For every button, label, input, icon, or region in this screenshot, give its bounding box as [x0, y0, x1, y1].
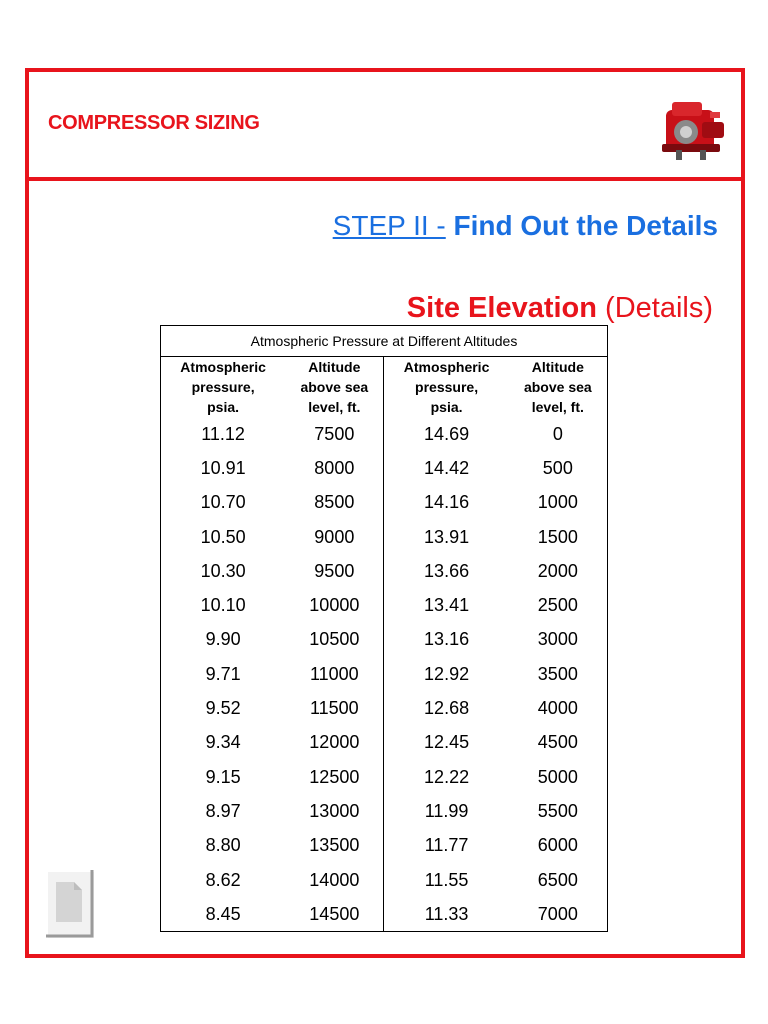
table-row	[161, 760, 608, 794]
table-cell: 9.90	[205, 629, 241, 650]
column-header	[161, 357, 286, 418]
table-row	[161, 451, 608, 485]
column-header-line: Atmospheric	[403, 359, 490, 375]
table-cell: 12000	[309, 732, 360, 753]
table-cell: 8.80	[205, 835, 241, 856]
table-row	[161, 486, 608, 520]
table-cell: 11.99	[384, 794, 509, 828]
table-cell: 13.41	[384, 588, 509, 622]
document-icon[interactable]	[44, 866, 96, 940]
table-cell: 14.69	[384, 417, 509, 451]
column-header-line: above sea	[523, 379, 592, 395]
table-cell: 10000	[309, 595, 360, 616]
step-detail: Find Out the Details	[453, 210, 718, 241]
table-cell: 10.10	[200, 595, 246, 616]
table-cell: 9000	[314, 526, 355, 547]
table-row	[161, 829, 608, 863]
table-cell: 6500	[537, 869, 578, 890]
column-header-line: Altitude	[308, 359, 361, 375]
table-cell: 11.55	[384, 863, 509, 897]
table-header-row	[161, 357, 608, 418]
table-cell: 13.66	[384, 554, 509, 588]
table-cell: 9500	[314, 560, 355, 581]
table-cell: 8000	[314, 457, 355, 478]
table-cell: 10.91	[200, 457, 246, 478]
table-caption: Atmospheric Pressure at Different Altitudes	[161, 326, 608, 357]
column-header-line: level, ft.	[531, 399, 584, 415]
table-cell: 13.16	[384, 623, 509, 657]
step-heading	[333, 210, 718, 242]
table-row	[161, 554, 608, 588]
table-row	[161, 623, 608, 657]
table-cell: 2500	[537, 595, 578, 616]
table-cell: 8.45	[205, 903, 241, 924]
table-cell: 1000	[537, 492, 578, 513]
table-cell: 8500	[314, 492, 355, 513]
step-link[interactable]: STEP II -	[332, 210, 446, 241]
column-header	[285, 357, 384, 418]
table-row	[161, 588, 608, 622]
table-cell: 500	[542, 457, 573, 478]
column-header-line: psia.	[207, 399, 240, 415]
table-cell: 11.33	[384, 897, 509, 932]
table-cell: 5000	[537, 766, 578, 787]
table-cell: 3500	[537, 663, 578, 684]
table-cell: 4500	[537, 732, 578, 753]
table-cell: 9.52	[205, 698, 241, 719]
column-header-line: psia.	[430, 399, 463, 415]
column-header	[509, 357, 608, 418]
table-cell: 9.15	[205, 766, 241, 787]
table-cell: 14500	[309, 903, 360, 924]
table-row	[161, 897, 608, 932]
table-cell: 11000	[309, 663, 359, 684]
section-heading	[407, 292, 713, 325]
table-cell: 12500	[309, 766, 360, 787]
column-header-line: Altitude	[531, 359, 584, 375]
compressor-logo-icon	[656, 92, 732, 164]
table-cell: 13.91	[384, 520, 509, 554]
table-cell: 3000	[537, 629, 578, 650]
table-cell: 10.50	[200, 526, 246, 547]
table-row	[161, 657, 608, 691]
table-cell: 10.30	[200, 560, 246, 581]
table-cell: 14000	[309, 869, 360, 890]
column-header-line: pressure,	[191, 379, 255, 395]
column-header-line: level, ft.	[308, 399, 361, 415]
column-header-line: above sea	[300, 379, 369, 395]
table-row	[161, 726, 608, 760]
table-row	[161, 417, 608, 451]
table-cell: 11500	[309, 698, 359, 719]
table-cell: 0	[552, 423, 563, 444]
table-cell: 7500	[314, 423, 355, 444]
pressure-altitude-table	[160, 325, 608, 932]
table-cell: 10.70	[200, 492, 246, 513]
table-cell: 4000	[537, 698, 578, 719]
table-cell: 5500	[537, 800, 578, 821]
table-cell: 12.92	[384, 657, 509, 691]
table-cell: 13500	[309, 835, 360, 856]
table-cell: 10500	[309, 629, 360, 650]
column-header	[384, 357, 509, 418]
page-title: COMPRESSOR SIZING	[48, 112, 260, 134]
column-header-line: pressure,	[415, 379, 479, 395]
table-cell: 8.97	[205, 800, 241, 821]
table-row	[161, 691, 608, 725]
table-cell: 14.42	[384, 451, 509, 485]
table-cell: 9.34	[205, 732, 241, 753]
table-cell: 1500	[537, 526, 578, 547]
column-header-line: Atmospheric	[180, 359, 266, 375]
table-cell: 14.16	[384, 486, 509, 520]
table-cell: 13000	[309, 800, 360, 821]
table-cell: 6000	[537, 835, 578, 856]
table-cell: 9.71	[205, 663, 241, 684]
table-cell: 12.45	[384, 726, 509, 760]
table-cell: 2000	[537, 560, 578, 581]
table-cell: 11.12	[201, 423, 245, 444]
table-row	[161, 863, 608, 897]
table-cell: 8.62	[205, 869, 241, 890]
section-suffix: (Details)	[605, 292, 713, 324]
table-row	[161, 794, 608, 828]
table-cell: 12.68	[384, 691, 509, 725]
section-title: Site Elevation	[406, 292, 597, 324]
header-divider	[25, 177, 745, 181]
table-row	[161, 520, 608, 554]
table-cell: 12.22	[384, 760, 509, 794]
table-cell: 11.77	[384, 829, 509, 863]
table-cell: 7000	[537, 903, 578, 924]
